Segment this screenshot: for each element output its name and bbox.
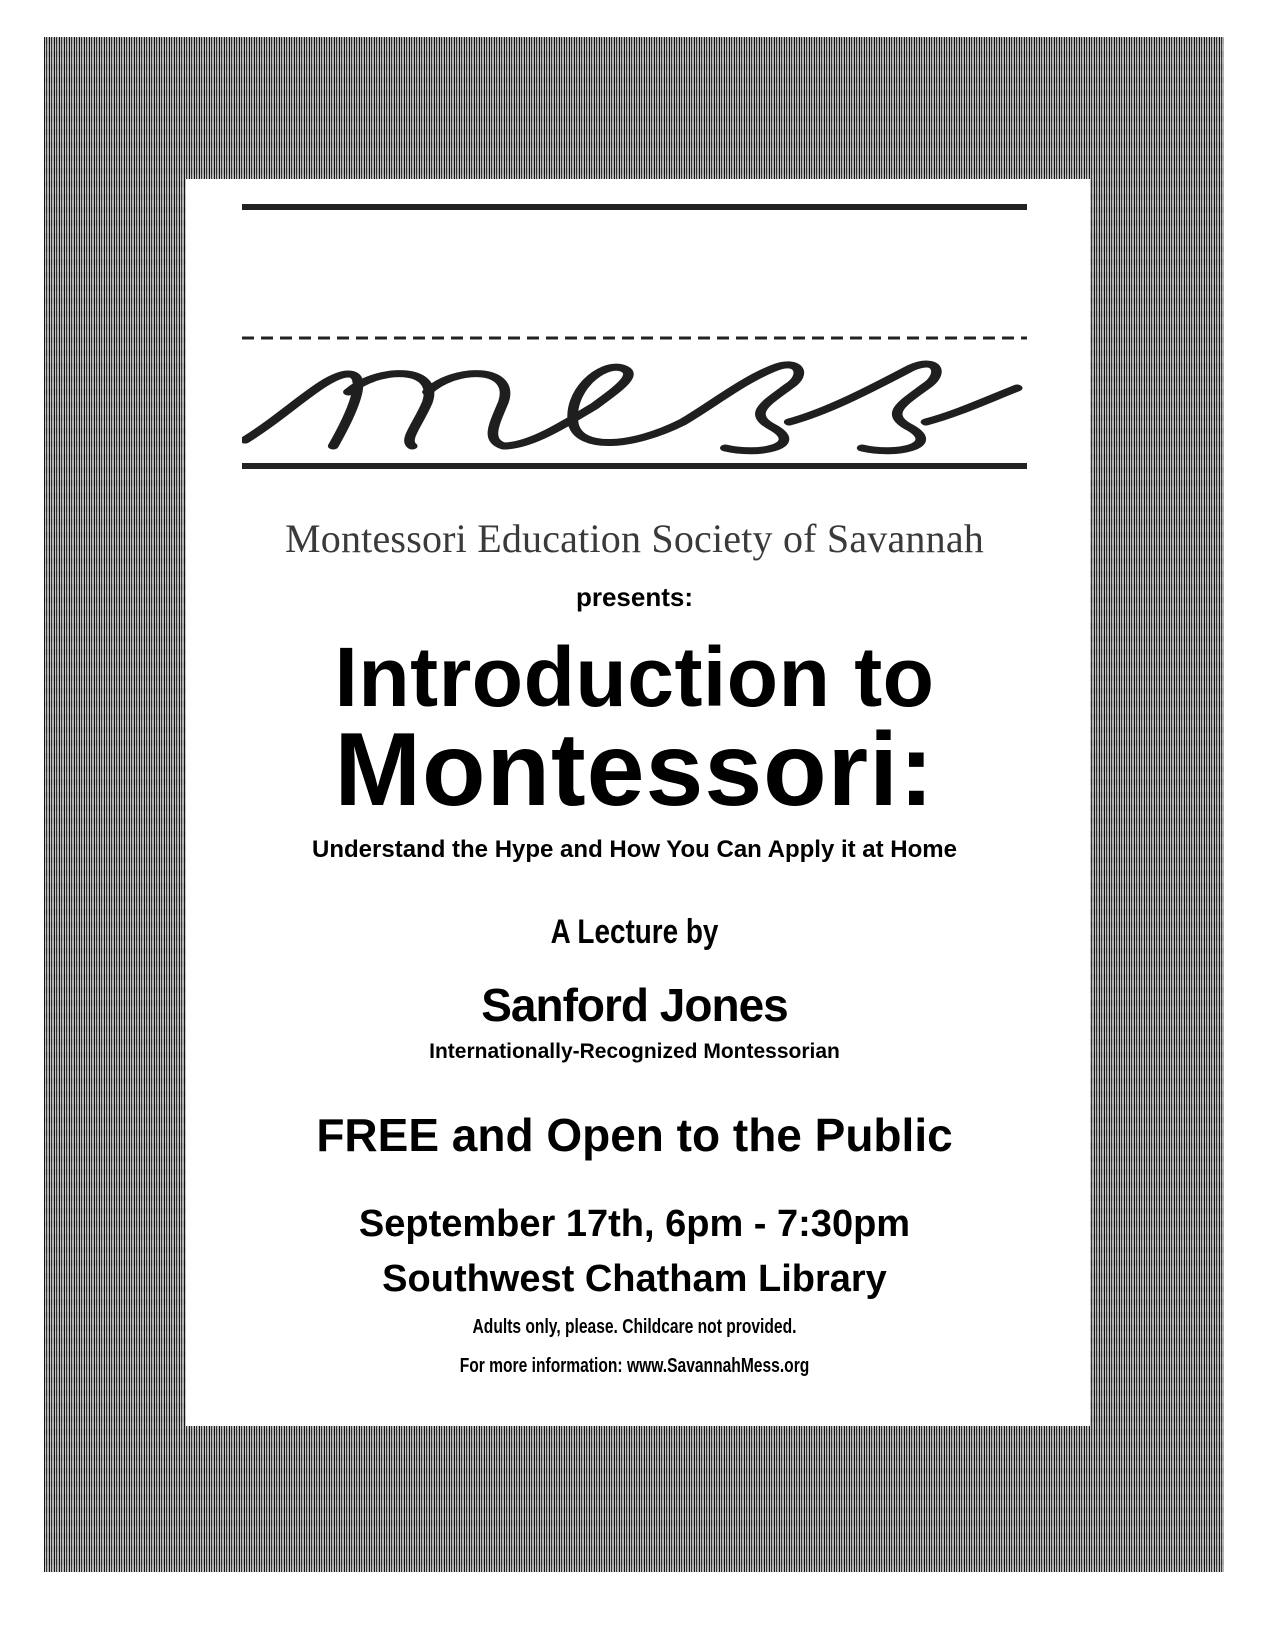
event-location: Southwest Chatham Library	[382, 1258, 887, 1300]
organization-name: Montessori Education Society of Savannah	[285, 516, 984, 561]
speaker-description: Internationally-Recognized Montessorian	[429, 1040, 840, 1063]
title-line-1: Introduction to	[334, 630, 935, 724]
event-date-time: September 17th, 6pm - 7:30pm	[358, 1203, 911, 1245]
speaker-name: Sanford Jones	[481, 979, 788, 1031]
admission-info: FREE and Open to the Public	[316, 1109, 953, 1161]
mess-logo	[242, 334, 1027, 502]
subtitle: Understand the Hype and How You Can Apply it at Home	[312, 836, 957, 863]
title-line-2: Montessori:	[334, 712, 935, 828]
lecture-by-label: A Lecture by	[550, 913, 719, 951]
more-info-link: For more information: www.SavannahMess.org	[459, 1355, 810, 1377]
childcare-note: Adults only, please. Childcare not provided.	[472, 1316, 797, 1338]
top-rule	[242, 204, 1027, 210]
presents-label: presents:	[575, 582, 694, 612]
